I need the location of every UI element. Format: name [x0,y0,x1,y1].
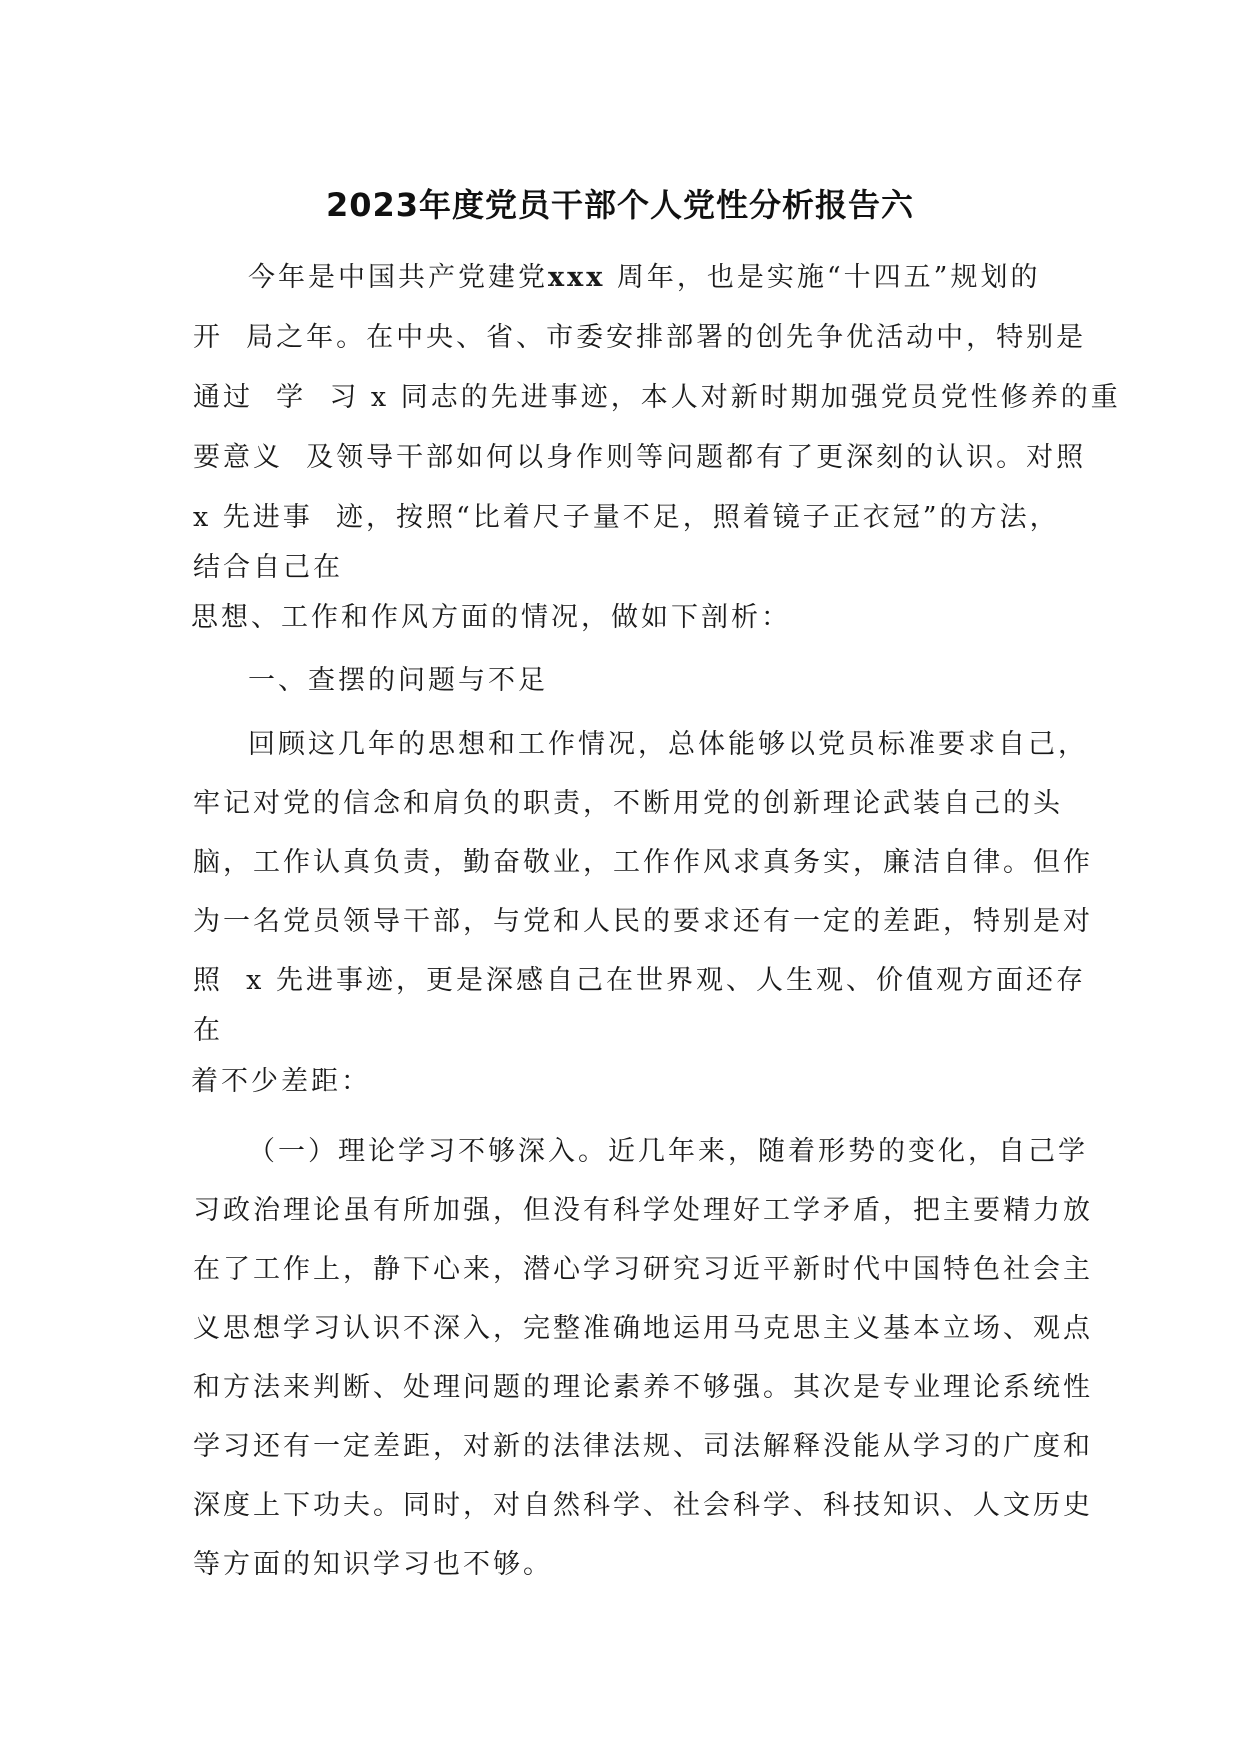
paragraph-line: 学习还有一定差距，对新的法律法规、司法解释没能从学习的广度和 [193,1431,1093,1462]
paragraph-line: （一）理论学习不够深入。近几年来，随着形势的变化，自己学 [248,1136,1088,1167]
document-title: 2023年度党员干部个人党性分析报告六 [325,186,915,224]
paragraph-line: 思想、工作和作风方面的情况，做如下剖析： [191,602,791,633]
paragraph-line: 牢记对党的信念和肩负的职责，不断用党的创新理论武装自己的头 [193,788,1063,819]
paragraph-line [248,258,1041,298]
text-segment-bold: xxx [548,262,606,293]
paragraph-line: x 先进事 迹，按照“比着尺子量不足，照着镜子正衣冠”的方法， [193,502,1060,533]
text-segment: 周年，也是实施“十四五”规划的 [605,262,1041,293]
paragraph-line: 义思想学习认识不深入，完整准确地运用马克思主义基本立场、观点 [193,1313,1093,1344]
paragraph-line: 照 x 先进事迹，更是深感自己在世界观、人生观、价值观方面还存 [193,965,1086,996]
paragraph-line: 结合自己在 [193,552,343,583]
paragraph-line: 开 局之年。在中央、省、市委安排部署的创先争优活动中，特别是 [193,322,1087,353]
paragraph-line: 深度上下功夫。同时，对自然科学、社会科学、科技知识、人文历史 [193,1490,1093,1521]
paragraph-line: 脑，工作认真负责，勤奋敬业，工作作风求真务实，廉洁自律。但作 [193,847,1093,878]
paragraph-line: 要意义 及领导干部如何以身作则等问题都有了更深刻的认识。对照 [193,442,1087,473]
paragraph-line: 着不少差距： [191,1066,371,1097]
paragraph-line: 在了工作上，静下心来，潜心学习研究习近平新时代中国特色社会主 [193,1254,1093,1285]
text-segment: 今年是中国共产党建党 [248,262,548,293]
paragraph-line: 习政治理论虽有所加强，但没有科学处理好工学矛盾，把主要精力放 [193,1195,1093,1226]
paragraph-line: 为一名党员领导干部，与党和人民的要求还有一定的差距，特别是对 [193,906,1093,937]
paragraph-line: 在 [193,1015,223,1046]
paragraph-line: 和方法来判断、处理问题的理论素养不够强。其次是专业理论系统性 [193,1372,1093,1403]
section-heading: 一、查摆的问题与不足 [248,665,548,696]
paragraph-line: 等方面的知识学习也不够。 [193,1549,553,1580]
paragraph-line: 回顾这几年的思想和工作情况，总体能够以党员标准要求自己， [248,729,1088,760]
paragraph-line: 通过 学 习 x 同志的先进事迹，本人对新时期加强党员党性修养的重 [193,382,1121,413]
